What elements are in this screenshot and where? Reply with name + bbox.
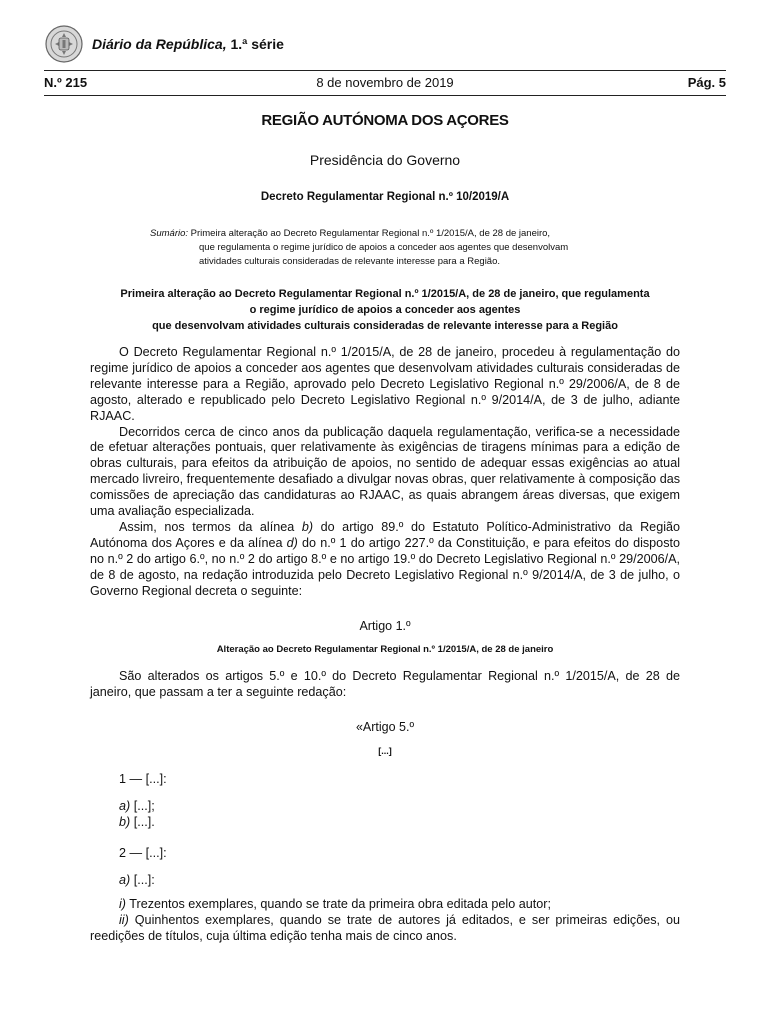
quoted-subitem-ii (90, 912, 680, 944)
summary-line-3: atividades culturais consideradas de relevante interesse para a Região. (199, 256, 501, 267)
masthead (44, 24, 284, 64)
article-1-text: São alterados os artigos 5.º e 10.º do Decreto Regulamentar Regional n.º 1/2015/A, de 28 de janeiro, que passam a ter a seguinte redação: (90, 669, 680, 699)
subitem-numeral: ii) (119, 913, 129, 927)
summary-line-2: que regulamenta o regime jurídico de apoios a conceder aos agentes que desenvolvam (199, 242, 569, 253)
issuing-entity: Presidência do Governo (309, 152, 461, 168)
coat-of-arms-icon (44, 24, 84, 64)
summary-label: Sumário: (150, 228, 189, 239)
preamble-paragraph-1: O Decreto Regulamentar Regional n.º 1/2015/A, de 28 de janeiro, procedeu à regulamentação do regime jurídico de apoios a conceder aos agentes que desenvolvam atividades culturais consideradas de relevante interesse para a Região, aprovado pelo Decreto Legislativo Regional n.º 29/2006/A, de 8 de agosto, alterado e republicado pelo Decreto Legislativo Regional n.º 9/2014/A, de 3 de julho, adiante RJAAC. (90, 345, 680, 423)
issue-number: N.º 215 (44, 75, 88, 90)
publication-name: Diário da República, (92, 36, 227, 52)
item-letter: a) (119, 873, 131, 887)
document-heading (90, 286, 680, 334)
quoted-article-5-subtitle: [...] (378, 746, 392, 756)
quoted-number-1: 1 — [...]: (119, 772, 167, 786)
publication-title (92, 36, 284, 52)
page-number: Pág. 5 (687, 75, 726, 90)
subitem-text: Trezentos exemplares, quando se trate da primeira obra editada pelo autor; (126, 897, 551, 911)
p3-text-e: do n.º 1 do artigo 227.º da Constituição, e para efeitos do disposto no n.º 2 do artigo 6.º, no n.º 2 do artigo 8.º e no artigo 19.º do Decreto Legislativo Regional n.º 29/2006/A, de 8 de agosto, na redação introduzida pelo Decreto Legislativo Regional n.º 9/2014/A, de 3 de julho, o Governo Regional decreta o seguinte: (90, 535, 680, 598)
subitem-text: Quinhentos exemplares, quando se trate de autores já editados, e ser primeiras edições, ou reedições de títulos, cuja última edição tenha mais de cinco anos. (90, 913, 680, 943)
preamble-paragraph-3 (90, 520, 680, 600)
article-1-subtitle: Alteração ao Decreto Regulamentar Regional n.º 1/2015/A, de 28 de janeiro (216, 644, 554, 655)
quoted-number-2: 2 — [...]: (119, 846, 167, 860)
decree-title: Decreto Regulamentar Regional n.º 10/2019/A (260, 191, 510, 203)
item-letter: b) (119, 815, 131, 829)
issue-info-row (44, 75, 726, 93)
p3-text-c: do artigo 89.º do Estatuto Político-Administrativo da Região Autónoma dos Açores e da alínea (90, 519, 680, 550)
quoted-item-a-1 (119, 798, 155, 814)
subitem-numeral: i) (119, 897, 126, 911)
issue-date: 8 de novembro de 2019 (316, 75, 454, 90)
heading-line-3: que desenvolvam atividades culturais consideradas de relevante interesse para a Região (152, 320, 618, 332)
publication-series: 1.ª série (230, 36, 284, 52)
header-rule-top (44, 70, 726, 71)
p3-italic-b: b) (301, 519, 314, 534)
header-rule-bottom (44, 95, 726, 96)
quoted-item-a-2 (119, 872, 155, 888)
quoted-article-5-label: «Artigo 5.º (355, 720, 415, 734)
quoted-subitem-i (119, 896, 551, 912)
summary-block (150, 227, 630, 269)
preamble (90, 345, 680, 600)
p3-text-a: Assim, nos termos da alínea (119, 519, 302, 534)
quoted-item-b-1 (119, 814, 155, 830)
p3-italic-d: d) (286, 535, 298, 550)
preamble-paragraph-2: Decorridos cerca de cinco anos da publicação daquela regulamentação, verifica-se a necessidade de efetuar alterações pontuais, quer relativamente às exigências de tiragens mínimas para a edição de obras culturais, para efeitos da atribuição de apoios, no sentido de adequar essas exigências ao atual mercado livreiro, frequentemente desafiado a divulgar novas obras, quer relativamente à composição das comissões de apreciação das candidaturas ao RJAAC, as quais abrangem áreas diversas, que exigem uma avaliação especializada. (90, 424, 680, 519)
item-text: [...]. (130, 815, 155, 829)
item-text: [...]; (130, 799, 155, 813)
article-1-label: Artigo 1.º (359, 619, 411, 633)
heading-line-2: o regime jurídico de apoios a conceder aos agentes (249, 304, 521, 316)
item-letter: a) (119, 799, 131, 813)
item-text: [...]: (130, 873, 155, 887)
region-title: REGIÃO AUTÓNOMA DOS AÇORES (261, 112, 509, 129)
summary-line-1: Primeira alteração ao Decreto Regulamentar Regional n.º 1/2015/A, de 28 de janeiro, (190, 228, 551, 239)
heading-line-1: Primeira alteração ao Decreto Regulamentar Regional n.º 1/2015/A, de 28 de janeiro, que regulamenta (120, 288, 650, 300)
